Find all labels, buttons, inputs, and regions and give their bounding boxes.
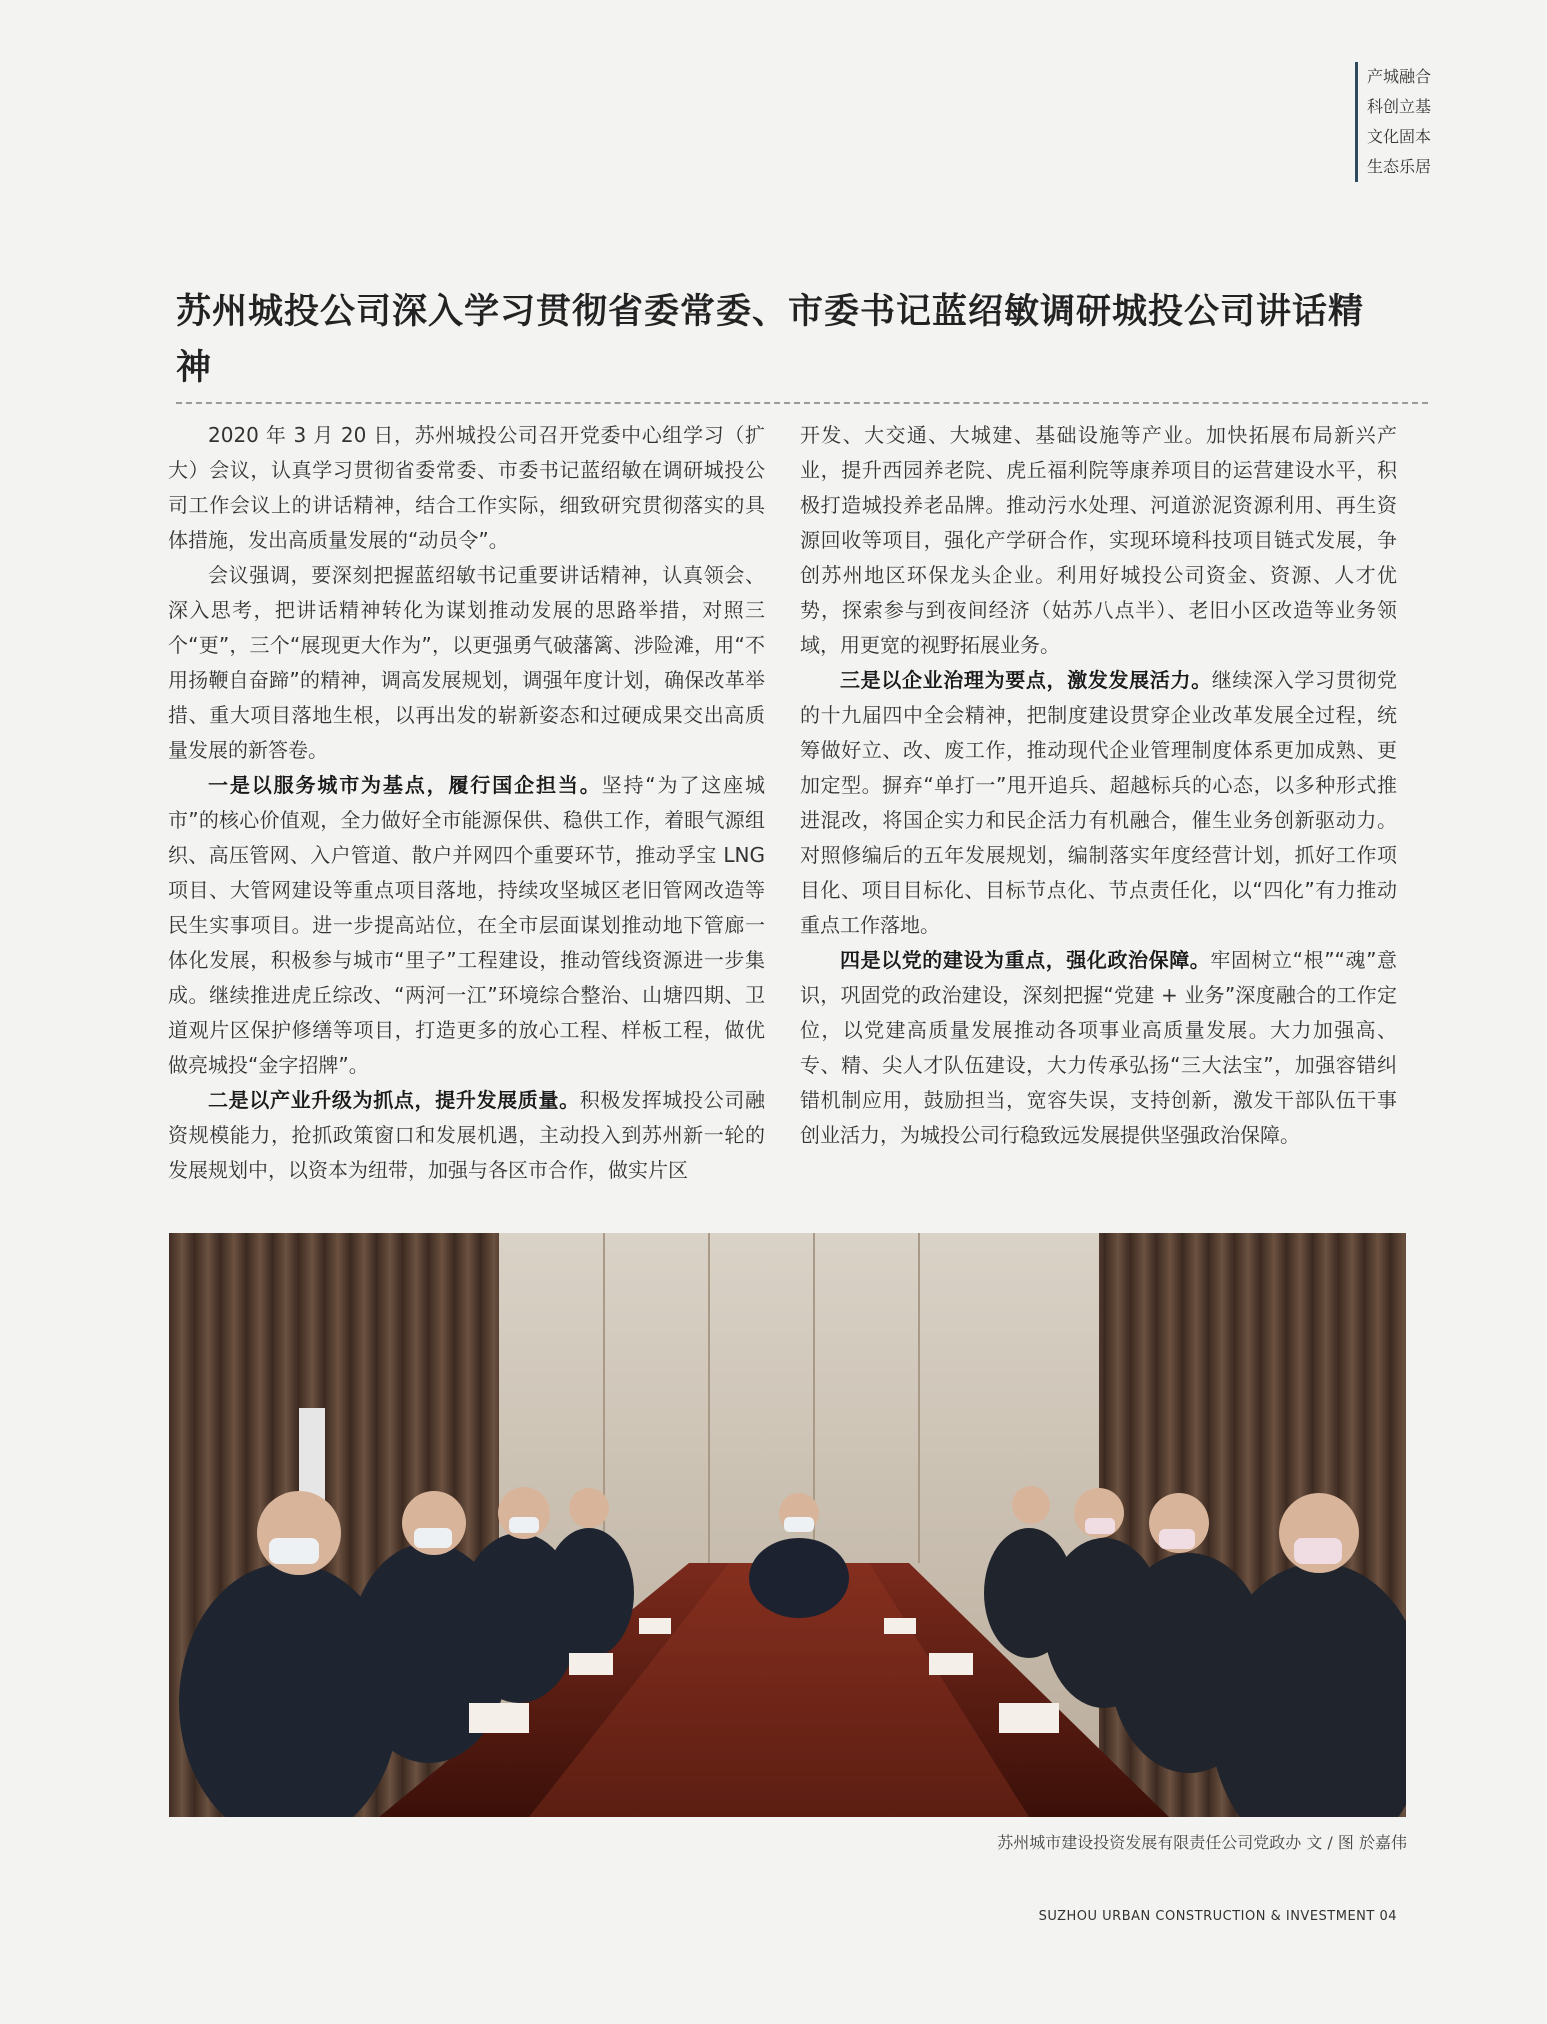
section-tag: 科创立基: [1367, 97, 1432, 116]
photo-caption: 苏州城市建设投资发展有限责任公司党政办 文 / 图 於嘉伟: [997, 1833, 1407, 1852]
article-column-right: [800, 418, 1397, 1153]
paragraph: 四是以党的建设为重点，强化政治保障。牢固树立“根”“魂”意识，巩固党的政治建设，深刻把握“党建 + 业务”深度融合的工作定位，以党建高质量发展推动各项事业高质量发展。大力加强高、专、精、尖人才队伍建设，大力传承弘扬“三大法宝”，加强容错纠错机制应用，鼓励担当，宽容失误，支持创新，激发干部队伍干事创业活力，为城投公司行稳致远发展提供坚强政治保障。: [800, 948, 1398, 1147]
paragraph: 会议强调，要深刻把握蓝绍敏书记重要讲话精神，认真领会、深入思考，把讲话精神转化为谋划推动发展的思路举措，对照三个“更”，三个“展现更大作为”，以更强勇气破藩篱、涉险滩，用“不用扬鞭自奋蹄”的精神，调高发展规划，调强年度计划，确保改革举措、重大项目落地生根，以再出发的崭新姿态和过硬成果交出高质量发展的新答卷。: [168, 563, 765, 762]
paragraph-lead: 一是以服务城市为基点，履行国企担当。: [208, 773, 602, 797]
paragraph: 三是以企业治理为要点，激发发展活力。继续深入学习贯彻党的十九届四中全会精神，把制度建设贯穿企业改革发展全过程，统筹做好立、改、废工作，推动现代企业管理制度体系更加成熟、更加定型。摒弃“单打一”甩开追兵、超越标兵的心态，以多种形式推进混改，将国企实力和民企活力有机融合，催生业务创新驱动力。对照修编后的五年发展规划，编制落实年度经营计划，抓好工作项目化、项目目标化、目标节点化、节点责任化，以“四化”有力推动重点工作落地。: [800, 668, 1398, 937]
title-divider: [176, 402, 1428, 404]
paragraph: 2020 年 3 月 20 日，苏州城投公司召开党委中心组学习（扩大）会议，认真学习贯彻省委常委、市委书记蓝绍敏在调研城投公司工作会议上的讲话精神，结合工作实际，细致研究贯彻落实的具体措施，发出高质量发展的“动员令”。: [168, 423, 765, 552]
meeting-photo-illustration: [169, 1233, 1406, 1817]
article-title: 苏州城投公司深入学习贯彻省委常委、市委书记蓝绍敏调研城投公司讲话精神: [176, 292, 1365, 388]
paragraph: 二是以产业升级为抓点，提升发展质量。积极发挥城投公司融资规模能力，抢抓政策窗口和发展机遇，主动投入到苏州新一轮的发展规划中，以资本为纽带，加强与各区市合作，做实片区: [168, 1088, 766, 1182]
section-tag: 文化固本: [1367, 127, 1432, 146]
paragraph: 开发、大交通、大城建、基础设施等产业。加快拓展布局新兴产业，提升西园养老院、虎丘福利院等康养项目的运营建设水平，积极打造城投养老品牌。推动污水处理、河道淤泥资源利用、再生资源回收等项目，强化产学研合作，实现环境科技项目链式发展，争创苏州地区环保龙头企业。利用好城投公司资金、资源、人才优势，探索参与到夜间经济（姑苏八点半）、老旧小区改造等业务领域，用更宽的视野拓展业务。: [800, 423, 1397, 657]
section-tag: 产城融合: [1367, 67, 1432, 86]
article-column-left: [168, 418, 765, 1188]
paragraph: 一是以服务城市为基点，履行国企担当。坚持“为了这座城市”的核心价值观，全力做好全市能源保供、稳供工作，着眼气源组织、高压管网、入户管道、散户并网四个重要环节，推动孚宝 LNG 项目、大管网建设等重点项目落地，持续攻坚城区老旧管网改造等民生实事项目。进一步提高站位，在全市层面谋划推动地下管廊一体化发展，积极参与城市“里子”工程建设，推动管线资源进一步集成。继续推进虎丘综改、“两河一江”环境综合整治、山塘四期、卫道观片区保护修缮等项目，打造更多的放心工程、样板工程，做优做亮城投“金字招牌”。: [168, 773, 765, 1077]
paragraph-lead: 四是以党的建设为重点，强化政治保障。: [840, 948, 1211, 972]
meeting-photo: [169, 1233, 1406, 1817]
section-tags: [1355, 62, 1431, 182]
page-footer: SUZHOU URBAN CONSTRUCTION & INVESTMENT 04: [1038, 1909, 1397, 1924]
paragraph-lead: 三是以企业治理为要点，激发发展活力。: [840, 668, 1212, 692]
paragraph-lead: 二是以产业升级为抓点，提升发展质量。: [208, 1088, 580, 1112]
section-tag: 生态乐居: [1367, 157, 1432, 176]
